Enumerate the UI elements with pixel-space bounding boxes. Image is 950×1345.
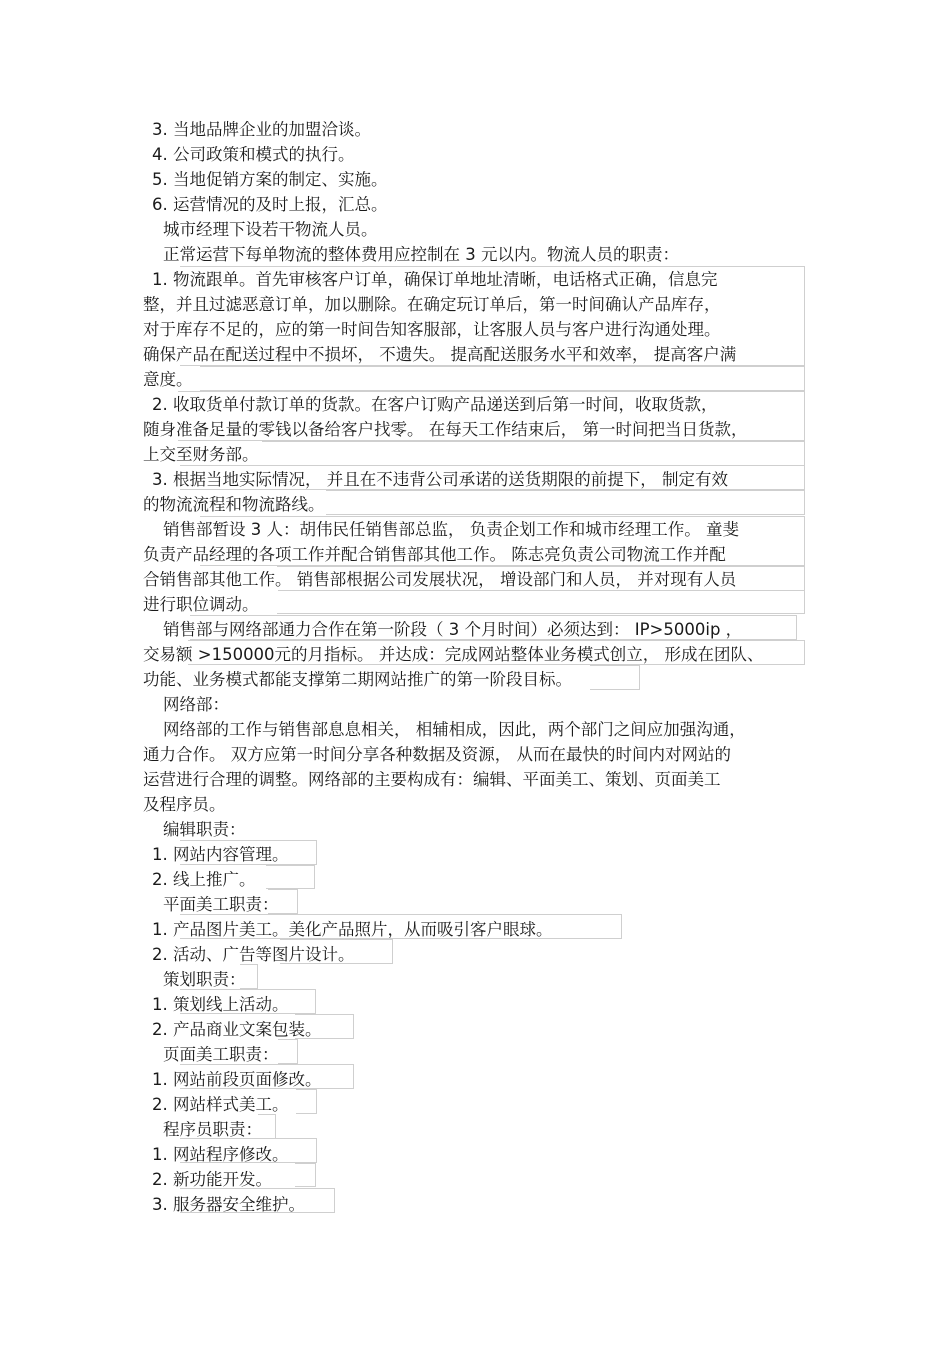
text-line: 5. 当地促销方案的制定、实施。 bbox=[152, 170, 388, 189]
text-line: 整，并且过滤恶意订单，加以删除。在确定玩订单后，第一时间确认产品库存， bbox=[143, 295, 721, 314]
text-line: 3. 根据当地实际情况， 并且在不违背公司承诺的送货期限的前提下， 制定有效 bbox=[152, 470, 728, 489]
text-box-outline bbox=[326, 490, 805, 515]
text-line: 4. 公司政策和模式的执行。 bbox=[152, 145, 355, 164]
text-line: 网络部： bbox=[163, 695, 229, 714]
text-line: 销售部暂设 3 人：胡伟民任销售部总监， 负责企划工作和城市经理工作。 童斐 bbox=[163, 520, 739, 539]
text-line: 随身准备足量的零钱以备给客户找零。 在每天工作结束后， 第一时间把当日货款， bbox=[143, 420, 748, 439]
text-box-outline bbox=[266, 865, 315, 889]
text-line: 2. 收取货单付款订单的货款。在客户订购产品递送到后第一时间，收取货款， bbox=[152, 395, 718, 414]
text-line: 程序员职责： bbox=[163, 1120, 262, 1139]
text-line: 意度。 bbox=[143, 370, 193, 389]
text-box-outline bbox=[295, 1163, 316, 1187]
text-line: 进行职位调动。 bbox=[143, 595, 259, 614]
text-line: 3. 当地品牌企业的加盟洽谈。 bbox=[152, 120, 371, 139]
text-line: 运营进行合理的调整。网络部的主要构成有：编辑、平面美工、策划、页面美工 bbox=[143, 770, 721, 789]
text-line: 页面美工职责： bbox=[163, 1045, 279, 1064]
text-line: 1. 网站前段页面修改。 bbox=[152, 1070, 322, 1089]
text-line: 销售部与网络部通力合作在第一阶段（ 3 个月时间）必须达到： IP>5000ip ， bbox=[163, 620, 743, 639]
text-line: 2. 新功能开发。 bbox=[152, 1170, 272, 1189]
text-line: 2. 线上推广。 bbox=[152, 870, 256, 889]
text-line: 1. 策划线上活动。 bbox=[152, 995, 289, 1014]
text-line: 城市经理下设若干物流人员。 bbox=[163, 220, 378, 239]
text-line: 确保产品在配送过程中不损坏， 不遗失。 提高配送服务水平和效率， 提高客户满 bbox=[143, 345, 737, 364]
text-line: 1. 网站内容管理。 bbox=[152, 845, 289, 864]
text-box-outline bbox=[278, 590, 805, 614]
text-line: 1. 产品图片美工。美化产品照片，从而吸引客户眼球。 bbox=[152, 920, 553, 939]
text-line: 2. 活动、广告等图片设计。 bbox=[152, 945, 355, 964]
text-line: 1. 网站程序修改。 bbox=[152, 1145, 289, 1164]
text-box-outline bbox=[296, 1089, 317, 1114]
text-line: 3. 服务器安全维护。 bbox=[152, 1195, 305, 1214]
text-line: 功能、业务模式都能支撑第二期网站推广的第一阶段目标。 bbox=[143, 670, 572, 689]
text-line: 对于库存不足的，应的第一时间告知客服部，让客服人员与客户进行沟通处理。 bbox=[143, 320, 721, 339]
text-line: 的物流流程和物流路线。 bbox=[143, 495, 325, 514]
text-line: 及程序员。 bbox=[143, 795, 226, 814]
text-box-outline bbox=[590, 665, 640, 690]
text-line: 通力合作。 双方应第一时间分享各种数据及资源， 从而在最快的时间内对网站的 bbox=[143, 745, 731, 764]
text-line: 负责产品经理的各项工作并配合销售部其他工作。 陈志亮负责公司物流工作并配 bbox=[143, 545, 726, 564]
text-line: 策划职责： bbox=[163, 970, 246, 989]
text-box-outline bbox=[262, 441, 805, 466]
text-line: 6. 运营情况的及时上报，汇总。 bbox=[152, 195, 388, 214]
text-box-outline bbox=[200, 366, 805, 391]
text-line: 网络部的工作与销售部息息相关， 相辅相成，因此，两个部门之间应加强沟通， bbox=[163, 720, 746, 739]
text-line: 平面美工职责： bbox=[163, 895, 279, 914]
text-line: 编辑职责： bbox=[163, 820, 246, 839]
text-line: 上交至财务部。 bbox=[143, 445, 259, 464]
text-box-outline bbox=[278, 1039, 298, 1064]
text-line: 交易额 >150000元的月指标。 并达成：完成网站整体业务模式创立， 形成在团队、 bbox=[143, 645, 764, 664]
text-line: 合销售部其他工作。 销售部根据公司发展状况， 增设部门和人员， 并对现有人员 bbox=[143, 570, 737, 589]
text-line: 正常运营下每单物流的整体费用应控制在 3 元以内。物流人员的职责： bbox=[163, 245, 679, 264]
text-line: 2. 产品商业文案包装。 bbox=[152, 1020, 322, 1039]
text-line: 1. 物流跟单。首先审核客户订单，确保订单地址清晰，电话格式正确，信息完 bbox=[152, 270, 718, 289]
text-line: 2. 网站样式美工。 bbox=[152, 1095, 289, 1114]
